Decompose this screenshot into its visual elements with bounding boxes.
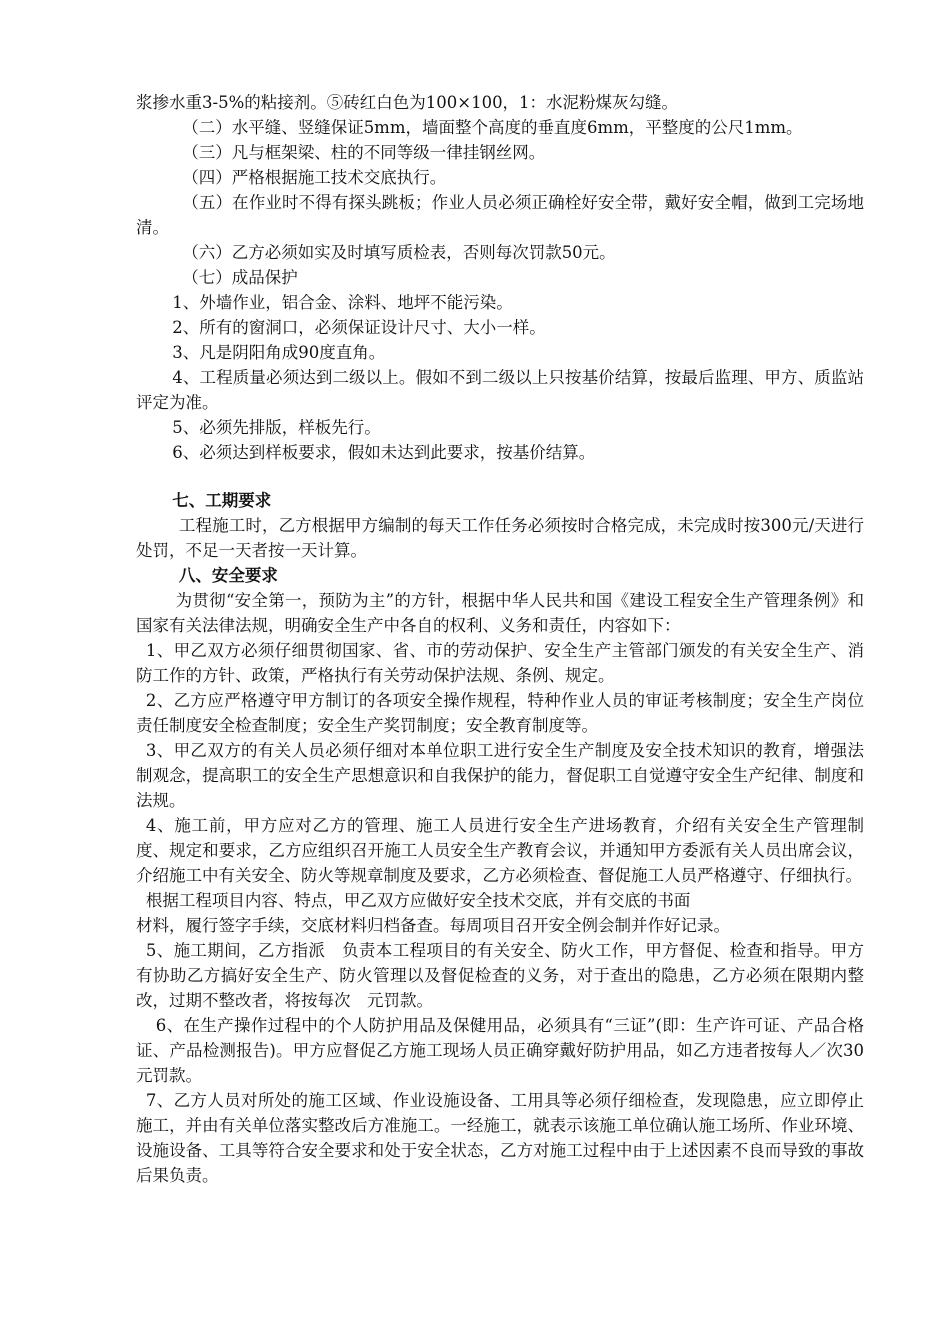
paragraph-safety-7: 7、乙方人员对所处的施工区域、作业设施设备、工用具等必须仔细检查，发现隐患，应立即停止施工，并由有关单位落实整改后方准施工。一经施工，就表示该施工单位确认施工场所、作业环境、设施设备、工具等符合安全要求和处于安全状态，乙方对施工过程中由于上述因素不良而导致的事故后果负责。 bbox=[136, 1091, 864, 1185]
paragraph-item-3: （三）凡与框架梁、柱的不同等级一律挂钢丝网。 bbox=[182, 143, 546, 162]
section-spacer bbox=[136, 465, 864, 488]
document-body bbox=[136, 90, 864, 1188]
paragraph-schedule: 工程施工时，乙方根据甲方编制的每天工作任务必须按时合格完成，未完成时按300元/天进行处罚，不足一天者按一天计算。 bbox=[136, 516, 864, 560]
paragraph-item-2: （二）水平缝、竖缝保证5mm，墙面整个高度的垂直度6mm，平整度的公尺1mm。 bbox=[182, 118, 803, 137]
list-item-protection-6: 6、必须达到样板要求，假如未达到此要求，按基价结算。 bbox=[172, 443, 596, 462]
paragraph-safety-1: 1、甲乙双方必须仔细贯彻国家、省、市的劳动保护、安全生产主管部门颁发的有关安全生产、消防工作的方针、政策，严格执行有关劳动保护法规、条例、规定。 bbox=[136, 641, 864, 685]
paragraph-safety-3: 3、甲乙双方的有关人员必须仔细对本单位职工进行安全生产制度及安全技术知识的教育，增强法制观念，提高职工的安全生产思想意识和自我保护的能力，督促职工自觉遵守安全生产纪律、制度和法规。 bbox=[136, 741, 864, 810]
paragraph-safety-intro: 为贯彻“安全第一，预防为主”的方针，根据中华人民共和国《建设工程安全生产管理条例》和国家有关法律法规，明确安全生产中各自的权利、义务和责任，内容如下： bbox=[136, 591, 864, 635]
paragraph-safety-6: 6、在生产操作过程中的个人防护用品及保健用品，必须具有“三证”(即：生产许可证、产品合格证、产品检测报告)。甲方应督促乙方施工现场人员正确穿戴好防护用品，如乙方违者按每人／次30元罚款。 bbox=[136, 1016, 864, 1085]
section-heading-schedule: 七、工期要求 bbox=[172, 491, 272, 510]
list-item-protection-5: 5、必须先排版，样板先行。 bbox=[172, 418, 381, 437]
paragraph-item-6: （六）乙方必须如实及时填写质检表，否则每次罚款50元。 bbox=[182, 243, 616, 262]
paragraph-safety-4: 4、施工前，甲方应对乙方的管理、施工人员进行安全生产进场教育，介绍有关安全生产管理制度、规定和要求，乙方应组织召开施工人员安全生产教育会议，并通知甲方委派有关人员出席会议，介绍施工中有关安全、防火等规章制度及要求，乙方必须检查、督促施工人员严格遵守、仔细执行。 bbox=[136, 816, 864, 885]
paragraph-safety-disclosure-line1: 根据工程项目内容、特点，甲乙双方应做好安全技术交底，并有交底的书面 bbox=[145, 891, 691, 910]
paragraph-safety-5: 5、施工期间，乙方指派 负责本工程项目的有关安全、防火工作，甲方督促、检查和指导。甲方有协助乙方搞好安全生产、防火管理以及督促检查的义务，对于查出的隐患，乙方必须在限期内整改，过期不整改者，将按每次 元罚款。 bbox=[136, 941, 864, 1010]
list-item-protection-3: 3、凡是阴阳角成90度直角。 bbox=[172, 343, 386, 362]
list-item-protection-1: 1、外墙作业，铝合金、涂料、地坪不能污染。 bbox=[172, 293, 513, 312]
paragraph-item-5: （五）在作业时不得有探头跳板；作业人员必须正确栓好安全带，戴好安全帽，做到工完场地清。 bbox=[136, 193, 864, 237]
section-heading-safety: 八、安全要求 bbox=[178, 566, 278, 585]
paragraph-safety-disclosure-line2: 材料，履行签字手续，交底材料归档备查。每周项目召开安全例会制并作好记录。 bbox=[136, 916, 730, 935]
paragraph-item-4: （四）严格根据施工技术交底执行。 bbox=[182, 168, 447, 187]
paragraph-item-7: （七）成品保护 bbox=[182, 268, 298, 287]
paragraph-safety-2: 2、乙方应严格遵守甲方制订的各项安全操作规程，特种作业人员的审证考核制度；安全生产岗位责任制度安全检查制度；安全生产奖罚制度；安全教育制度等。 bbox=[136, 691, 864, 735]
paragraph-material-spec: 浆掺水重3-5%的粘接剂。⑤砖红白色为100×100，1：水泥粉煤灰勾缝。 bbox=[136, 93, 679, 112]
list-item-protection-2: 2、所有的窗洞口，必须保证设计尺寸、大小一样。 bbox=[172, 318, 546, 337]
list-item-protection-4: 4、工程质量必须达到二级以上。假如不到二级以上只按基价结算，按最后监理、甲方、质监站评定为准。 bbox=[136, 368, 864, 412]
